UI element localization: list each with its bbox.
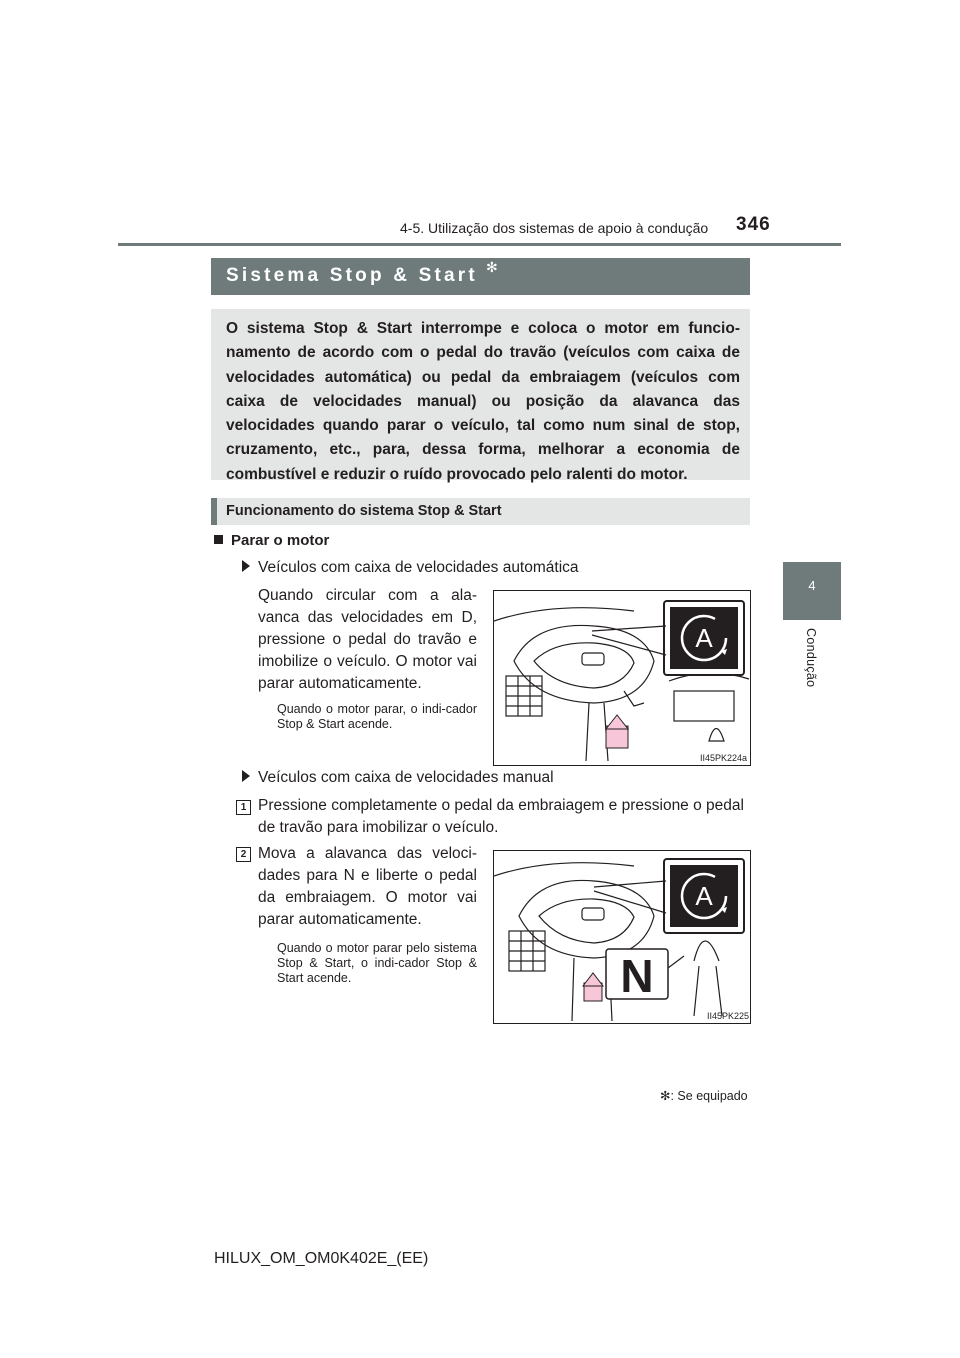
stop-start-indicator-icon [664, 601, 744, 675]
svg-text:A: A [695, 881, 713, 911]
manual-figure [493, 850, 751, 1024]
step-2-text: Mova a alavanca das veloci-dades para N e liberte o pedal da embraiagem. O motor vai parar automaticamente. [258, 845, 477, 928]
step-1-text: Pressione completamente o pedal da embraiagem e pressione o pedal de travão para imobilizar o veículo. [258, 797, 744, 836]
dashboard-illustration [494, 591, 750, 765]
subsection-title: Funcionamento do sistema Stop & Start [226, 503, 502, 519]
automatic-heading [242, 557, 579, 579]
step-1-badge: 1 [236, 800, 251, 815]
chapter-number: 4 [808, 578, 816, 593]
bullet-text: Parar o motor [231, 532, 330, 549]
pedal-arrow-icon [583, 973, 603, 1001]
automatic-figure [493, 590, 751, 766]
triangle-arrow-icon [242, 770, 250, 782]
gear-letter: N [620, 950, 654, 1002]
document-code: HILUX_OM_OM0K402E_(EE) [214, 1250, 429, 1267]
manual-dashboard-illustration [494, 851, 750, 1023]
intro-text: O sistema Stop & Start interrompe e coloca o motor em funcio-namento de acordo com o pedal do travão (veículos com caixa de velocidades automática) ou pedal da embraiagem (veículos com caixa de velocidades manual) ou posição da alavanca das velocidades quando parar o veículo, tal como num sinal de stop, cruzamento, etc., para, dessa forma, melhorar a economia de combustível e reduzir o ruído provocado pelo ralenti do motor. [226, 320, 740, 483]
manual-note: Quando o motor parar pelo sistema Stop & Start, o indi-cador Stop & Start acende. [277, 941, 477, 985]
pedal-arrow-icon [606, 715, 628, 748]
automatic-heading-text: Veículos com caixa de velocidades automática [258, 559, 579, 576]
step-2-badge: 2 [236, 847, 251, 862]
gear-n-callout [606, 949, 668, 1002]
equipped-marker: ✻ [486, 259, 498, 275]
figure-code: II45PK224a [700, 753, 748, 763]
automatic-note: Quando o motor parar, o indi-cador Stop & Start acende. [277, 702, 477, 731]
stop-start-indicator-icon [664, 859, 744, 933]
equipped-marker: ✻ [660, 1089, 671, 1103]
footnote [660, 1088, 748, 1103]
page-number: 346 [736, 214, 771, 235]
section-title: 4-5. Utilização dos sistemas de apoio à condução [400, 220, 709, 236]
bullet-heading [214, 532, 329, 549]
page-title: Sistema Stop & Start [226, 265, 478, 286]
svg-text:A: A [695, 623, 713, 653]
header-divider [118, 243, 841, 246]
bullet-square-icon [214, 535, 223, 544]
manual-heading [242, 767, 554, 789]
triangle-arrow-icon [242, 560, 250, 572]
footnote-text: : Se equipado [670, 1089, 748, 1103]
manual-heading-text: Veículos com caixa de velocidades manual [258, 769, 554, 786]
automatic-text: Quando circular com a ala-vanca das velocidades em D, pressione o pedal do travão e imobilize o veículo. O motor vai parar automaticamente. [258, 587, 477, 692]
chapter-label: Condução [804, 628, 818, 688]
figure-code: II45PK225 [707, 1011, 750, 1021]
